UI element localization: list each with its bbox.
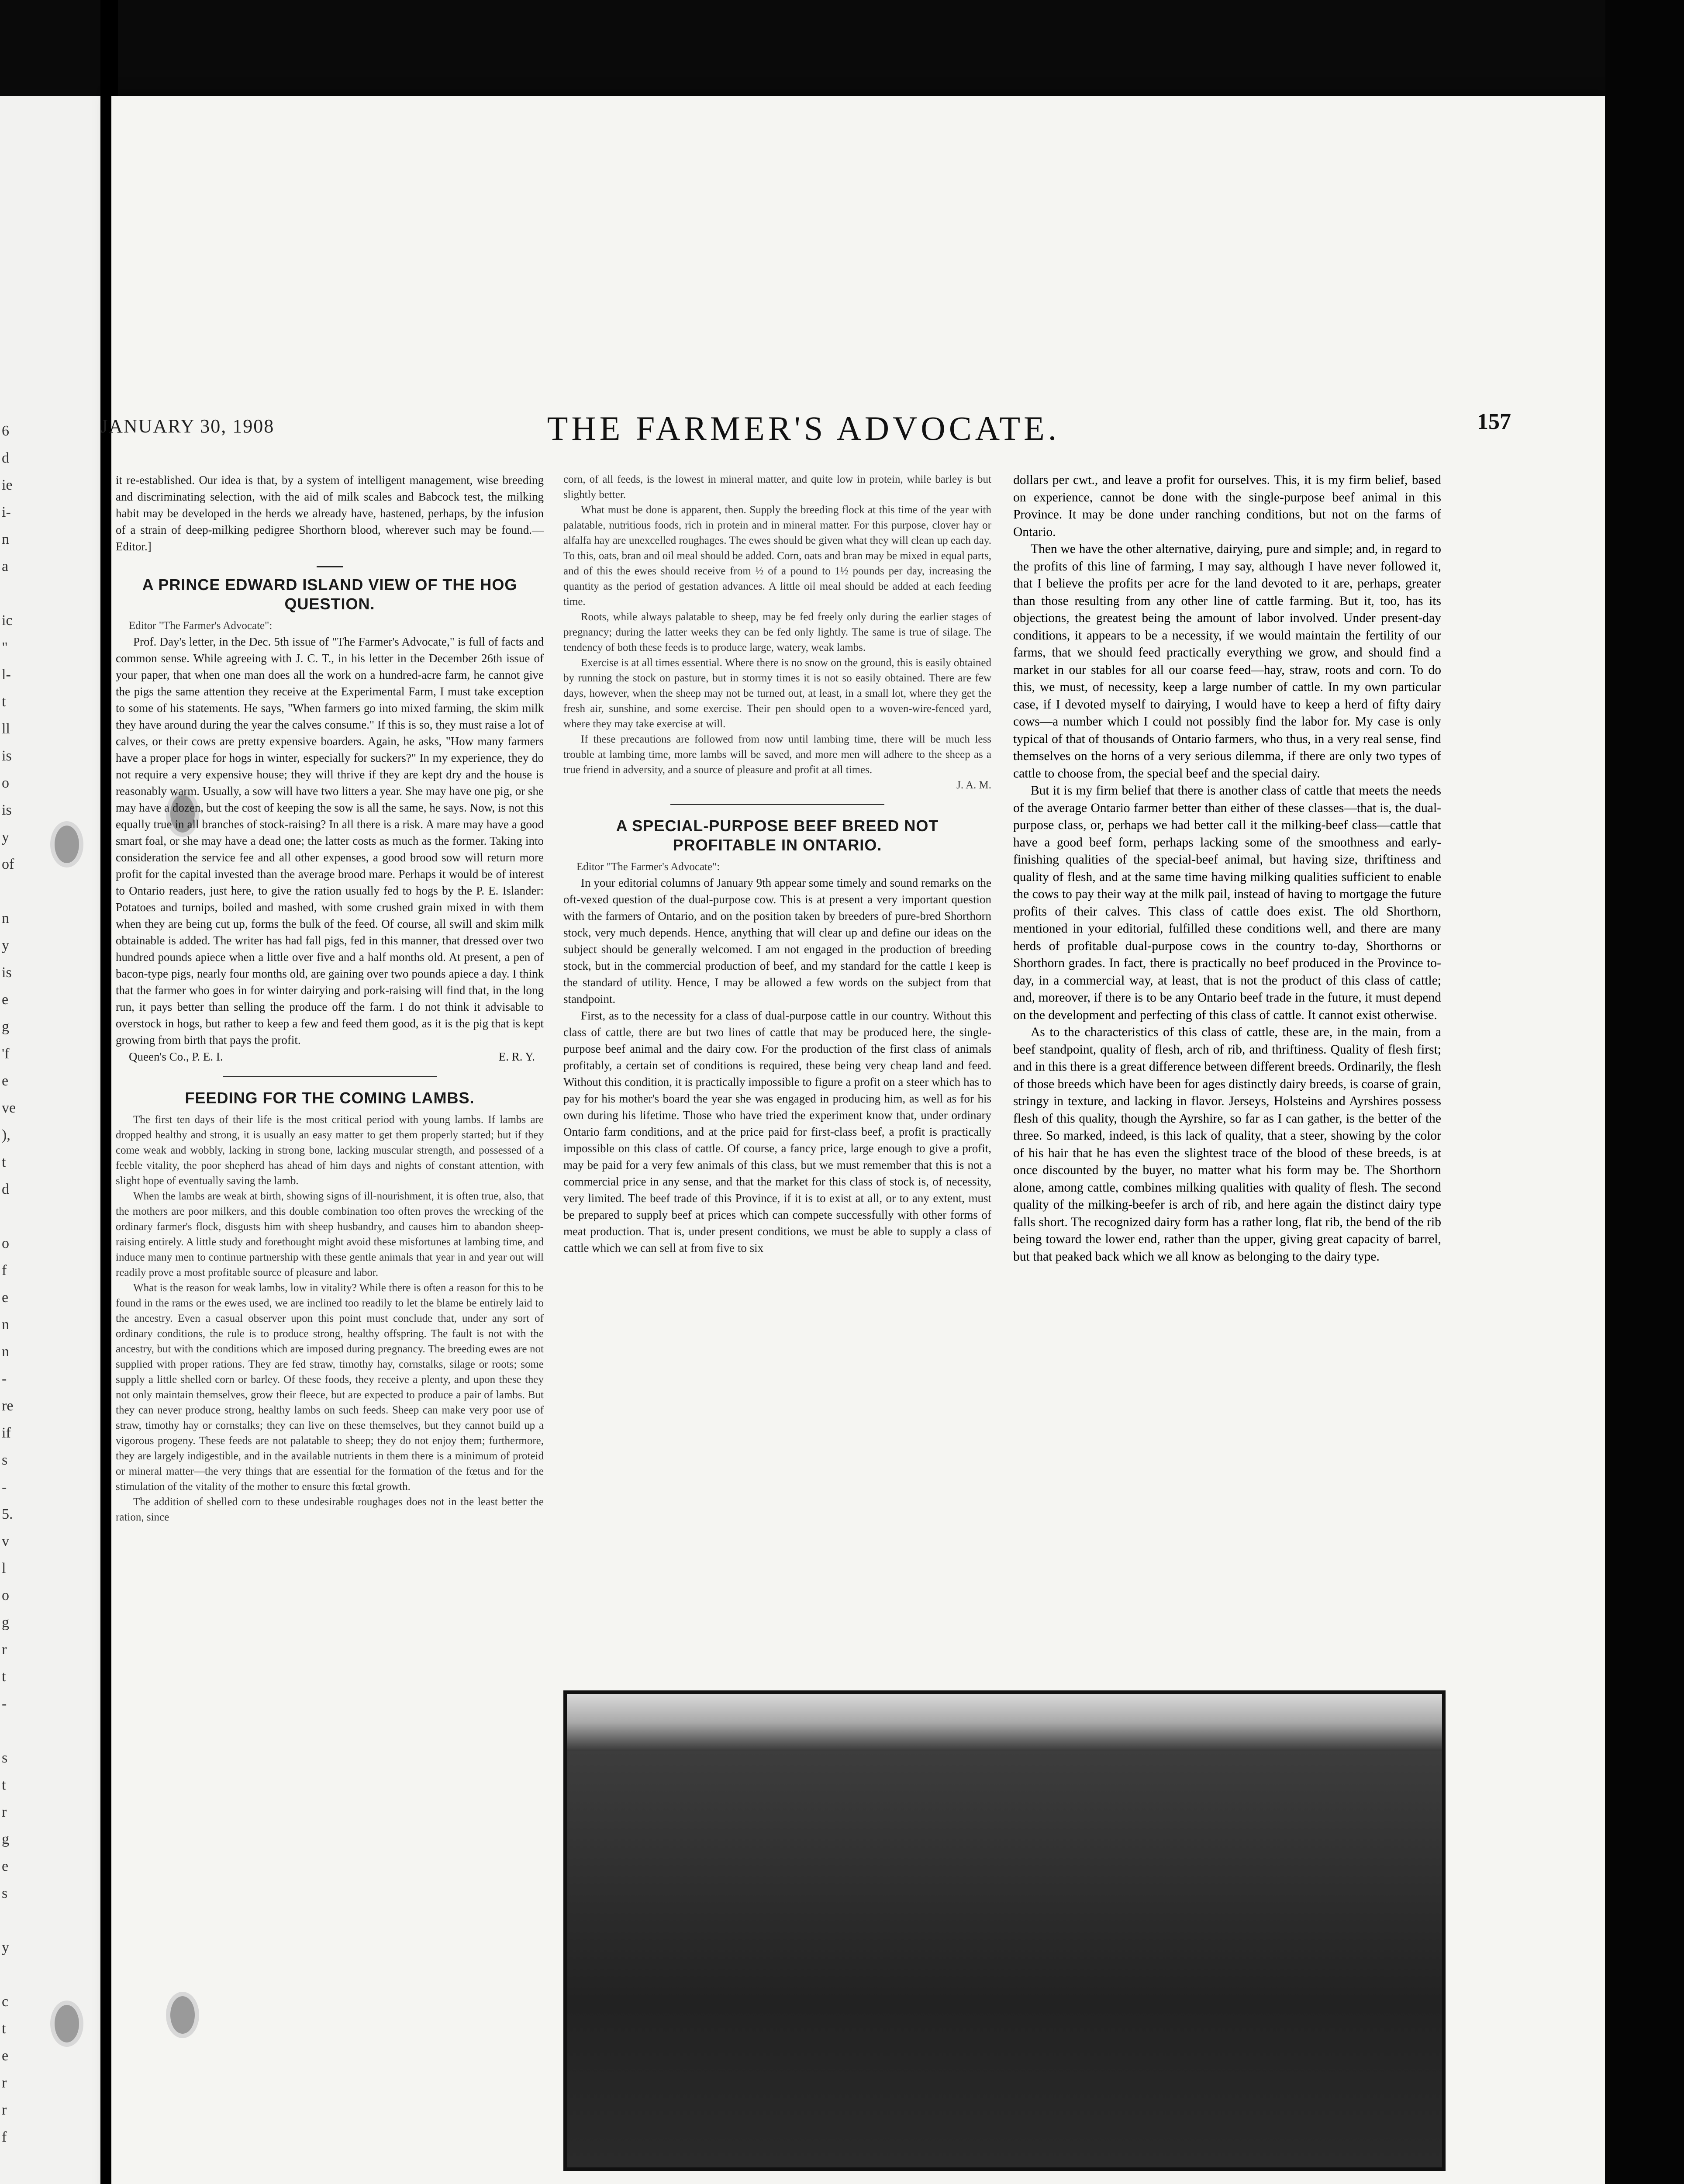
adjacent-page-text-fragment: s [2, 1750, 8, 1766]
editorial-closing: it re-established. Our idea is that, by a system of intelligent management, wise breeding and discriminating selection, with the aid of milk scales and Babcock test, the milking habit may be developed in the herds we already have, hastened, perhaps, by the infusion of a strain of deep-milking pedigree Shorthorn blood, wherever such may be found.—Editor.] [116, 473, 544, 553]
column-3 [1013, 472, 1441, 1265]
adjacent-page-text-fragment: ve [2, 1100, 16, 1116]
adjacent-page-text-fragment: n [2, 1317, 9, 1333]
divider [670, 804, 884, 805]
article-paragraph: If these precautions are followed from now until lambing time, there will be much less trouble at lambing time, more lambs will be saved, and more men will adhere to the sheep as a true friend in adversity, and a source of pleasure and profit at all times. [563, 733, 991, 776]
adjacent-page-text-fragment: " [2, 639, 8, 656]
binder-hole-icon [50, 821, 83, 867]
photo-sky-ridge [567, 1694, 1442, 1751]
article-title: A PRINCE EDWARD ISLAND VIEW OF THE HOG QUESTION. [142, 576, 518, 613]
adjacent-page-text-fragment: r [2, 1641, 7, 1658]
article-paragraph: Then we have the other alternative, dairying, pure and simple; and, in regard to the profits of this line of farming, I may say, although I have never followed it, that I believe the profits per acre for the land devoted to it are, perhaps, greater than those resulting from any other line of cattle farming. But it, too, has its objections, the greatest being the amount of labor involved. Under present-day conditions, it appears to be a necessity, if we would maintain the fertility of our farms, that we should feed practically everything we grow, and should find a market in our stables for all our coarse feed—hay, straw, roots and corn. To do this, we must, of necessity, keep a large number of cattle. In my own particular case, if I devoted myself to dairying, I would have to keep a herd of fifty dairy cows—a number which I could not possibly find the labor for. My case is only typical of that of thousands of Ontario farmers, who thus, in a very real sense, find themselves on the horns of a very serious dilemma, if there are only two types of cattle to choose from, the special beef and the special dairy. [1013, 542, 1441, 781]
adjacent-page-text-fragment: t [2, 1154, 6, 1170]
article-signature: E. R. Y. [498, 1050, 535, 1063]
adjacent-page-text-fragment: e [2, 1858, 9, 1874]
adjacent-page-text-fragment: n [2, 531, 9, 547]
binder-hole-icon [50, 2001, 83, 2047]
adjacent-page-text-fragment: - [2, 1371, 7, 1387]
article-paragraph: What is the reason for weak lambs, low in vitality? While there is often a reason for this to be found in the rams or the ewes used, we are inclined too readily to let the blame be entirely laid to the ancestry. Even a casual observer upon this point must conclude that, under any sort of ordinary conditions, the rule is to produce strong, healthy offspring. The fault is not with the ancestry, but with the conditions which are imposed during pregnancy. The breeding ewes are not supplied with proper rations. They are fed straw, timothy hay, cornstalks, silage or roots; some supply a little shelled corn or barley. Of these foods, they receive a plenty, and upon these they not only maintain themselves, grow their fleece, but are expected to produce a pair of lambs. But they can never produce strong, healthy lambs on such feeds. Sheep can make very poor use of straw, timothy hay or cornstalks; they can live on these themselves, but they cannot build up a vigorous progeny. These feeds are not palatable to sheep; they do not enjoy them; furthermore, they are largely indigestible, and in the available nutrients in them there is a minimum of proteid or mineral matter—the very things that are essential for the formation of the fœtus and for the stimulation of the vitality of the mother to ensure this fœtal growth. [116, 1282, 544, 1493]
adjacent-page-text-fragment: 5. [2, 1506, 13, 1522]
adjacent-page-text-fragment: ), [2, 1127, 10, 1143]
adjacent-page-text-fragment: n [2, 1344, 9, 1360]
adjacent-page-text-fragment: y [2, 829, 9, 845]
adjacent-page-text-fragment: ll [2, 721, 10, 737]
article-paragraph: dollars per cwt., and leave a profit for ourselves. This, it is my firm belief, based on experience, cannot be done with the single-purpose beef animal in this Province. It may be done under ranching conditions, but not on the farms of Ontario. [1013, 473, 1441, 539]
adjacent-page-text-fragment: y [2, 937, 9, 954]
adjacent-page-text-fragment: l- [2, 667, 11, 683]
divider [223, 1076, 437, 1077]
adjacent-page-text-fragment: d [2, 450, 9, 466]
adjacent-page-text-fragment: e [2, 992, 9, 1008]
article-paragraph: corn, of all feeds, is the lowest in mineral matter, and quite low in protein, while barley is but slightly better. [563, 473, 991, 501]
adjacent-page-text-fragment: is [2, 748, 12, 764]
adjacent-page-text-fragment: t [2, 694, 6, 710]
adjacent-page-text-fragment: ic [2, 612, 13, 629]
adjacent-page-text-fragment: e [2, 2048, 9, 2064]
article-paragraph: Exercise is at all times essential. Where there is no snow on the ground, this is easily obtained by running the stock on pasture, but in stormy times it is not so easily obtained. There are few days, however, when the sheep may not be turned out, at least, in a small lot, where they get the fresh air, sunshine, and some exercise. Their pen should open to a woven-wire-fenced yard, where they may take exercise at will. [563, 657, 991, 730]
adjacent-page-text-fragment: v [2, 1533, 9, 1549]
adjacent-page-text-fragment: - [2, 1479, 7, 1495]
article-paragraph: In your editorial columns of January 9th appear some timely and sound remarks on the oft-vexed question of the dual-purpose cow. This is at present a very important question with the farmers of Ontario, and on the position taken by breeders of pure-bred Shorthorn stock, very much depends. Hence, anything that will clear up and define our ideas on the subject should be generally welcomed. I am not engaged in the production of breeding stock, but in the commercial production of beef, and my standard for the cattle I keep is the standard of utility. Hence, I may be allowed a few words on the subject from that standpoint. [563, 876, 991, 1006]
article-salutation: Editor "The Farmer's Advocate": [576, 861, 720, 873]
adjacent-page-text-fragment: g [2, 1831, 9, 1847]
article-paragraph: The addition of shelled corn to these undesirable roughages does not in the least better the ration, since [116, 1496, 544, 1523]
adjacent-page-text-fragment: y [2, 1939, 9, 1956]
article-salutation: Editor "The Farmer's Advocate": [129, 620, 273, 632]
issue-date: JANUARY 30, 1908 [100, 415, 275, 437]
adjacent-page-text-fragment: 'f [2, 1046, 10, 1062]
article-title: A SPECIAL-PURPOSE BEEF BREED NOT PROFITABLE IN ONTARIO. [616, 817, 939, 854]
column-1 [116, 472, 544, 1525]
adjacent-page-text-fragment: o [2, 1235, 9, 1251]
article-place: Queen's Co., P. E. I. E. R. Y. [116, 1048, 544, 1065]
photo-pasture [567, 1751, 1442, 2167]
article-paragraph: Roots, while always palatable to sheep, may be fed freely only during the earlier stages of pregnancy; during the latter weeks they can be fed only lightly. The same is true of silage. The tendency of both these feeds is to produce large, watery, weak lambs. [563, 611, 991, 653]
article-paragraph: The first ten days of their life is the most critical period with young lambs. If lambs are dropped healthy and strong, it is usually an easy matter to get them properly started; but if they come weak and wobbly, lacking in strong bone, lacking muscular strength, and possessed of a feeble vitality, the poor shepherd has ahead of him days and nights of constant attention, with slight hope of eventually saving the lamb. [116, 1114, 544, 1187]
adjacent-page-text-fragment: d [2, 1181, 9, 1197]
adjacent-page-text-fragment: e [2, 1289, 9, 1306]
adjacent-page-text-fragment: 6 [2, 423, 9, 439]
adjacent-page-text-fragment: e [2, 1073, 9, 1089]
adjacent-page-text-fragment: f [2, 1262, 7, 1279]
adjacent-page-text-fragment: i- [2, 504, 11, 520]
article-paragraph: As to the characteristics of this class of cattle, these are, in the main, from a beef standpoint, quality of flesh, arch of rib, and thriftiness. Quality of flesh first; and in this there is a great difference between different breeds. Ordinarily, the flesh of those breeds which have been for ages distinctly dairy breeds, is coarse of grain, stringy in texture, and lacking in flavor. Jerseys, Holsteins and Ayrshires possess flesh of this quality, though the Ayrshire, so far as I can gather, is the better of the three. So marked, indeed, is this lack of quality, that a steer, showing by the color of his hair that he has even the slightest trace of the blood of these breeds, is at once discounted by the buyer, no matter what his form may be. The Shorthorn alone, among cattle, combines milking qualities with quality of flesh. The second quality of the milking-beefer is arch of rib, and here again the distinct dairy type falls short. The recognized dairy form has a rather long, flat rib, the bend of the rib being toward the lower end, rather than the upper, giving great capacity of barrel, but that peaked back which we all know as belonging to the dairy type. [1013, 1025, 1441, 1264]
article-title: FEEDING FOR THE COMING LAMBS. [185, 1089, 475, 1107]
adjacent-page-text-fragment: is [2, 964, 12, 981]
adjacent-page-text-fragment: a [2, 558, 9, 574]
binder-hole-icon [166, 1992, 199, 2038]
adjacent-page-strip [0, 96, 100, 2184]
adjacent-page-text-fragment: g [2, 1019, 9, 1035]
article-paragraph: What must be done is apparent, then. Supply the breeding flock at this time of the year with palatable, nutritious foods, rich in protein and in mineral matter. For this purpose, clover hay or alfalfa hay are unexcelled roughages. The ewes should be given what they will clean up each day. To this, oats, bran and oil meal should be added. Corn, oats and bran may be mixed in equal parts, and of this the ewes should receive from ½ of a pound to 1½ pounds per day, increasing the quantity as the period of gestation advances. A little oil meal should be added at each feeding time. [563, 504, 991, 608]
article-body: Prof. Day's letter, in the Dec. 5th issue of "The Farmer's Advocate," is full of facts and common sense. While agreeing with J. C. T., in his letter in the December 26th issue of your paper, that when one man does all the work on a hundred-acre farm, he cannot give the pigs the same attention they receive at the Experimental Farm, I must take exception to some of his statements. He says, "When farmers go into mixed farming, the skim milk they have around during the year the calves consume." If this is so, they must raise a lot of calves, or their cows are pretty expensive boarders. Again, he asks, "How many farmers have a proper place for hogs in winter, especially for suckers?" In my experience, they do not require a very expensive house; they will thrive if they are kept dry and the house is reasonably warm. Usually, a sow will have two litters a year. She may have one pig, or she may have a dozen, but the cost of keeping the sow is all the same, he says. Now, is not this equally true in all branches of stock-raising? In all there is a risk. A mare may have a good smart foal, or she may have a dead one; the latter costs as much as the former. Taking into consideration the service fee and all other expenses, a good brood sow will return more profit for the capital invested than the average brood mare. Perhaps it would be of interest to Ontario readers, just here, to give the ration usually fed to hogs by the P. E. Islander: Potatoes and turnips, boiled and mashed, with some crushed grain mixed in with them when they are being cut up, forms the bulk of the feed. Of course, all swill and skim milk obtainable is added. The writer has had fall pigs, fed in this manner, that dressed over two hundred pounds apiece when a little over five and a half months old. At present, a pen of bacon-type pigs, nearly four months old, are gaining over two pounds apiece a day. I think that the farmer who goes in for winter dairying and pork-raising will find that, in the long run, it pays better than selling the produce off the farm. I do not think it advisable to overstock in hogs, but rather to keep a few and feed them good, as it is the pig that is kept growing from birth that pays the profit. [116, 635, 544, 1047]
adjacent-page-text-fragment: o [2, 1587, 9, 1603]
adjacent-page-text-fragment: t [2, 1669, 6, 1685]
adjacent-page-text-fragment: is [2, 802, 12, 818]
article-paragraph: First, as to the necessity for a class of dual-purpose cattle in our country. Without this class of cattle, there are but two lines of cattle that may be produced here, the single-purpose beef animal and the dairy cow. For the production of the first class of animals profitably, a certain set of conditions is required, these being very cheap land and feed. Without this condition, it is practically impossible to figure a profit on a steer which has to pay for his mother's board the year she was engaged in producing him, as well as for his own during his lifetime. Those who have tried the experiment know that, under ordinary Ontario farm conditions, and at the price paid for first-class beef, a profit is practically impossible on this class of cattle. Of course, a fancy price, large enough to give a profit, may be paid for a very few animals of this class, but we must remember that this is not a commercial price in any sense, and that the market for this class of stock is, of necessity, very limited. The beef trade of this Province, if it is to exist at all, or to any extent, must be prepared to supply beef at prices which can compete successfully with other forms of meat production. That is, under present conditions, we must be able to supply a class of cattle which we can sell at from five to six [563, 1009, 991, 1254]
page-header [100, 306, 1511, 447]
adjacent-page-text-fragment: of [2, 856, 14, 872]
adjacent-page-text-fragment: r [2, 2102, 7, 2118]
divider [317, 566, 343, 567]
adjacent-page-text-fragment: f [2, 2129, 7, 2145]
adjacent-page-text-fragment: g [2, 1614, 9, 1631]
adjacent-page-text-fragment: c [2, 1994, 9, 2010]
adjacent-page-text-fragment: n [2, 910, 9, 926]
page-number: 157 [1477, 409, 1511, 434]
adjacent-page-text-fragment: o [2, 775, 9, 791]
adjacent-page-text-fragment: l [2, 1560, 6, 1576]
adjacent-page-text-fragment: s [2, 1885, 8, 1901]
adjacent-page-text-fragment: if [2, 1425, 11, 1441]
column-2 [563, 472, 991, 1256]
article-signature: J. A. M. [956, 779, 991, 791]
adjacent-page-text-fragment: - [2, 1696, 7, 1712]
adjacent-page-text-fragment: t [2, 2021, 6, 2037]
adjacent-page-text-fragment: re [2, 1398, 14, 1414]
adjacent-page-text-fragment: ie [2, 477, 13, 493]
masthead-title: THE FARMER'S ADVOCATE. [547, 409, 1060, 447]
adjacent-page-text-fragment: s [2, 1452, 8, 1468]
article-paragraph: But it is my firm belief that there is another class of cattle that meets the needs of the average Ontario farmer better than either of these classes—that is, the dual-purpose class, or, perhaps we had better call it the milking-beef class—cattle that have a good beef form, perhaps lacking some of the smoothness and early-finishing qualities of the special-beef animal, but having size, thriftiness and quality of flesh, and at the same time having milking qualities sufficient to enable the cows to pay their way at the milk pail, instead of having to mortgage the future profits of their calves. This class of cattle does exist. The old Shorthorn, mentioned in your editorial, fulfilled these conditions well, and there are many herds of profitable dual-purpose cows in the country to-day, Shorthorns or Shorthorn grades. In fact, there is practically no beef produced in the Province to-day, in a commercial way, at least, that is not the product of this class of cattle; and, moreover, if there is to be any Ontario beef trade in the future, it must depend on the development and perfecting of this class of cattle. It cannot exist otherwise. [1013, 784, 1441, 1022]
article-paragraph: When the lambs are weak at birth, showing signs of ill-nourishment, it is often true, also, that the mothers are poor milkers, and this double combination too often proves the wrecking of the ordinary farmer's flock, disgusts him with sheep husbandry, and causes him to abandon sheep-raising entirely. A little study and forethought might avoid these misfortunes at lambing time, and induce many men to continue partnership with these gentle animals that year in and year out will readily prove a most profitable source of pleasure and labor. [116, 1190, 544, 1279]
adjacent-page-text-fragment: r [2, 1804, 7, 1820]
photograph [563, 1690, 1446, 2171]
scan-edge [1605, 0, 1684, 2184]
adjacent-page-text-fragment: t [2, 1777, 6, 1793]
adjacent-page-text-fragment: r [2, 2075, 7, 2091]
